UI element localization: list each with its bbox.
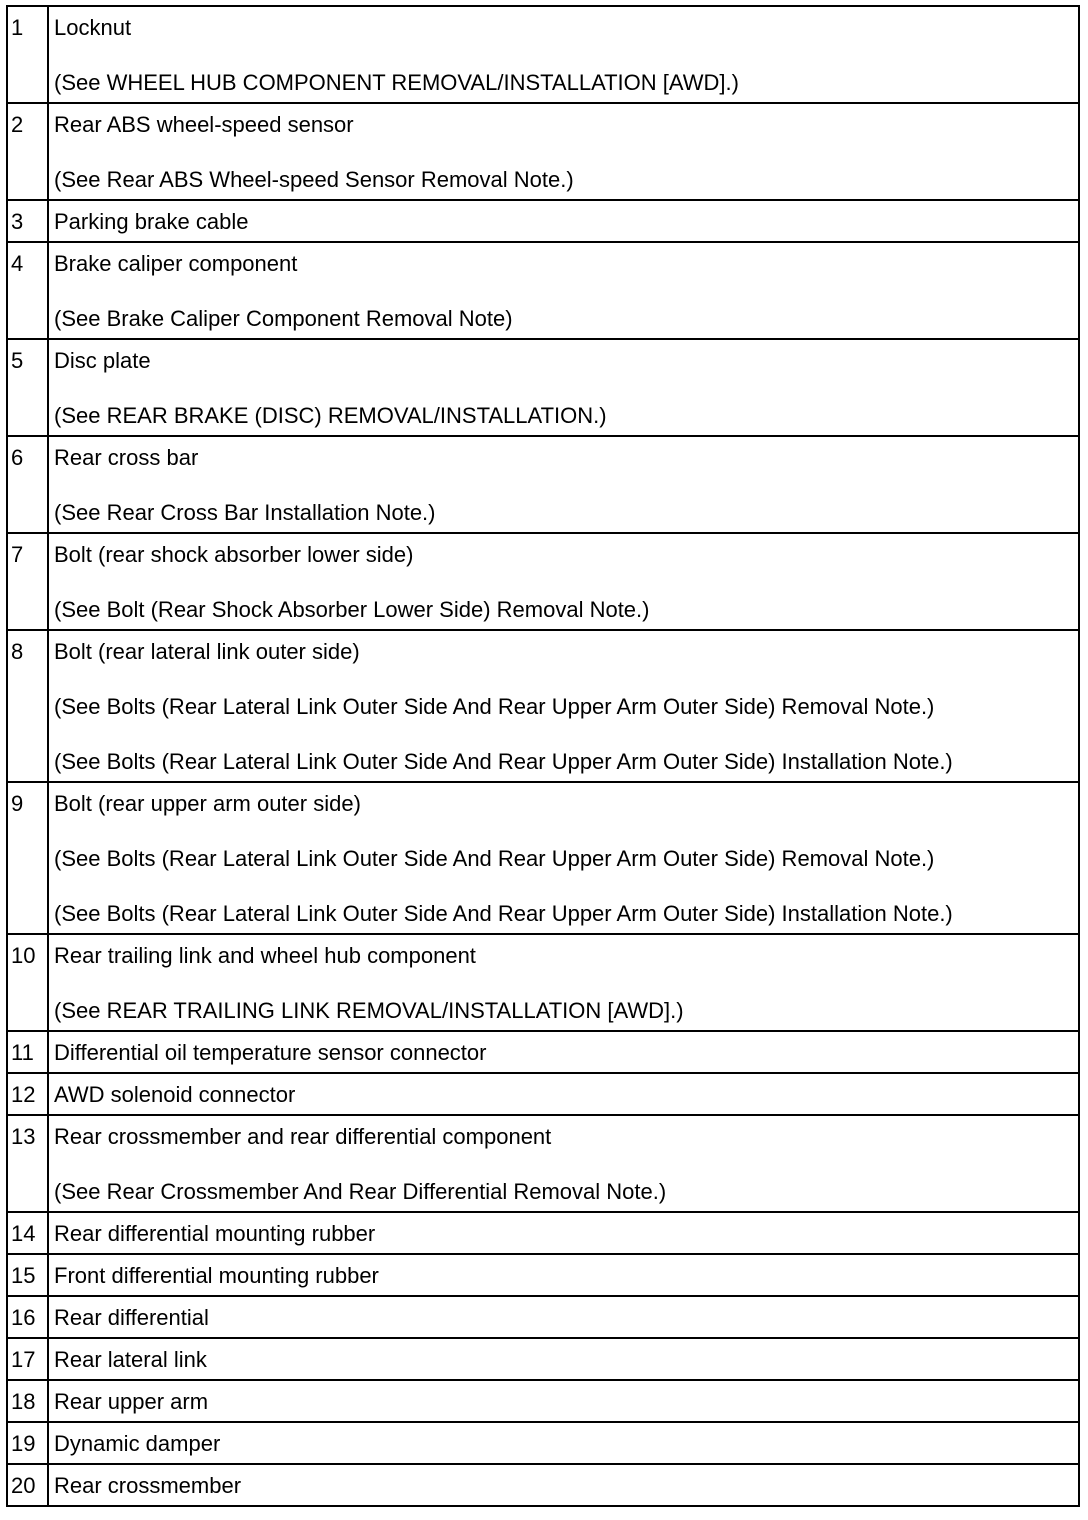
item-name: Rear cross bar xyxy=(54,445,199,470)
item-name: Rear trailing link and wheel hub component xyxy=(54,943,476,968)
table-row xyxy=(7,1212,1079,1254)
item-number: 17 xyxy=(7,1338,48,1380)
item-note: (See Bolts (Rear Lateral Link Outer Side And Rear Upper Arm Outer Side) Installation Note.) xyxy=(54,749,953,774)
item-description xyxy=(48,1254,1079,1296)
table-row xyxy=(7,1254,1079,1296)
table-row xyxy=(7,6,1079,103)
table-row xyxy=(7,1338,1079,1380)
item-note: (See Bolts (Rear Lateral Link Outer Side And Rear Upper Arm Outer Side) Removal Note.) xyxy=(54,694,935,719)
table-row xyxy=(7,1031,1079,1073)
item-number: 10 xyxy=(7,934,48,1031)
item-note: (See REAR TRAILING LINK REMOVAL/INSTALLATION [AWD].) xyxy=(54,998,684,1023)
item-name: Brake caliper component xyxy=(54,251,298,276)
item-name: Rear differential mounting rubber xyxy=(54,1221,376,1246)
item-description xyxy=(48,1031,1079,1073)
item-name: Bolt (rear upper arm outer side) xyxy=(54,791,361,816)
item-name: Locknut xyxy=(54,15,132,40)
item-name: Bolt (rear shock absorber lower side) xyxy=(54,542,414,567)
item-number: 6 xyxy=(7,436,48,533)
item-number: 18 xyxy=(7,1380,48,1422)
item-note: (See Bolts (Rear Lateral Link Outer Side And Rear Upper Arm Outer Side) Installation Note.) xyxy=(54,901,953,926)
item-name: Rear crossmember xyxy=(54,1473,242,1498)
item-note: (See Brake Caliper Component Removal Note) xyxy=(54,306,513,331)
item-number: 3 xyxy=(7,200,48,242)
item-description xyxy=(48,934,1079,1031)
item-number: 20 xyxy=(7,1464,48,1506)
item-name: AWD solenoid connector xyxy=(54,1082,296,1107)
item-name: Bolt (rear lateral link outer side) xyxy=(54,639,360,664)
table-row xyxy=(7,1073,1079,1115)
item-description xyxy=(48,339,1079,436)
item-note: (See Bolt (Rear Shock Absorber Lower Side) Removal Note.) xyxy=(54,597,650,622)
item-number: 9 xyxy=(7,782,48,934)
table-row xyxy=(7,1296,1079,1338)
table-row xyxy=(7,1464,1079,1506)
item-name: Rear differential xyxy=(54,1305,209,1330)
item-note: (See Rear ABS Wheel-speed Sensor Removal Note.) xyxy=(54,167,574,192)
table-row xyxy=(7,242,1079,339)
item-number: 2 xyxy=(7,103,48,200)
table-row xyxy=(7,436,1079,533)
item-description xyxy=(48,6,1079,103)
item-note: (See REAR BRAKE (DISC) REMOVAL/INSTALLATION.) xyxy=(54,403,607,428)
table-row xyxy=(7,533,1079,630)
table-row xyxy=(7,1380,1079,1422)
item-number: 1 xyxy=(7,6,48,103)
item-number: 7 xyxy=(7,533,48,630)
item-note: (See Rear Cross Bar Installation Note.) xyxy=(54,500,436,525)
item-description xyxy=(48,1380,1079,1422)
item-description xyxy=(48,1296,1079,1338)
item-note: (See WHEEL HUB COMPONENT REMOVAL/INSTALLATION [AWD].) xyxy=(54,70,739,95)
item-description xyxy=(48,1115,1079,1212)
item-name: Differential oil temperature sensor connector xyxy=(54,1040,487,1065)
table-row xyxy=(7,103,1079,200)
item-name: Rear ABS wheel-speed sensor xyxy=(54,112,354,137)
parts-table xyxy=(6,5,1080,1507)
item-description xyxy=(48,436,1079,533)
item-name: Rear crossmember and rear differential component xyxy=(54,1124,552,1149)
item-note: (See Rear Crossmember And Rear Differential Removal Note.) xyxy=(54,1179,667,1204)
item-number: 13 xyxy=(7,1115,48,1212)
item-description xyxy=(48,200,1079,242)
item-description xyxy=(48,630,1079,782)
table-row xyxy=(7,630,1079,782)
item-number: 8 xyxy=(7,630,48,782)
item-description xyxy=(48,1073,1079,1115)
item-number: 15 xyxy=(7,1254,48,1296)
table-row xyxy=(7,934,1079,1031)
item-number: 11 xyxy=(7,1031,48,1073)
item-number: 16 xyxy=(7,1296,48,1338)
item-description xyxy=(48,1422,1079,1464)
item-name: Disc plate xyxy=(54,348,151,373)
table-row xyxy=(7,782,1079,934)
item-description xyxy=(48,1212,1079,1254)
item-description xyxy=(48,782,1079,934)
item-description xyxy=(48,103,1079,200)
item-description xyxy=(48,242,1079,339)
item-note: (See Bolts (Rear Lateral Link Outer Side And Rear Upper Arm Outer Side) Removal Note.) xyxy=(54,846,935,871)
table-row xyxy=(7,1115,1079,1212)
item-description xyxy=(48,1464,1079,1506)
item-description xyxy=(48,1338,1079,1380)
parts-table-body xyxy=(7,6,1079,1506)
item-number: 4 xyxy=(7,242,48,339)
item-name: Rear lateral link xyxy=(54,1347,207,1372)
item-description xyxy=(48,533,1079,630)
item-number: 19 xyxy=(7,1422,48,1464)
table-row xyxy=(7,200,1079,242)
item-name: Rear upper arm xyxy=(54,1389,209,1414)
item-name: Dynamic damper xyxy=(54,1431,221,1456)
table-row xyxy=(7,339,1079,436)
item-number: 5 xyxy=(7,339,48,436)
item-number: 12 xyxy=(7,1073,48,1115)
item-name: Parking brake cable xyxy=(54,209,249,234)
table-row xyxy=(7,1422,1079,1464)
item-name: Front differential mounting rubber xyxy=(54,1263,379,1288)
item-number: 14 xyxy=(7,1212,48,1254)
